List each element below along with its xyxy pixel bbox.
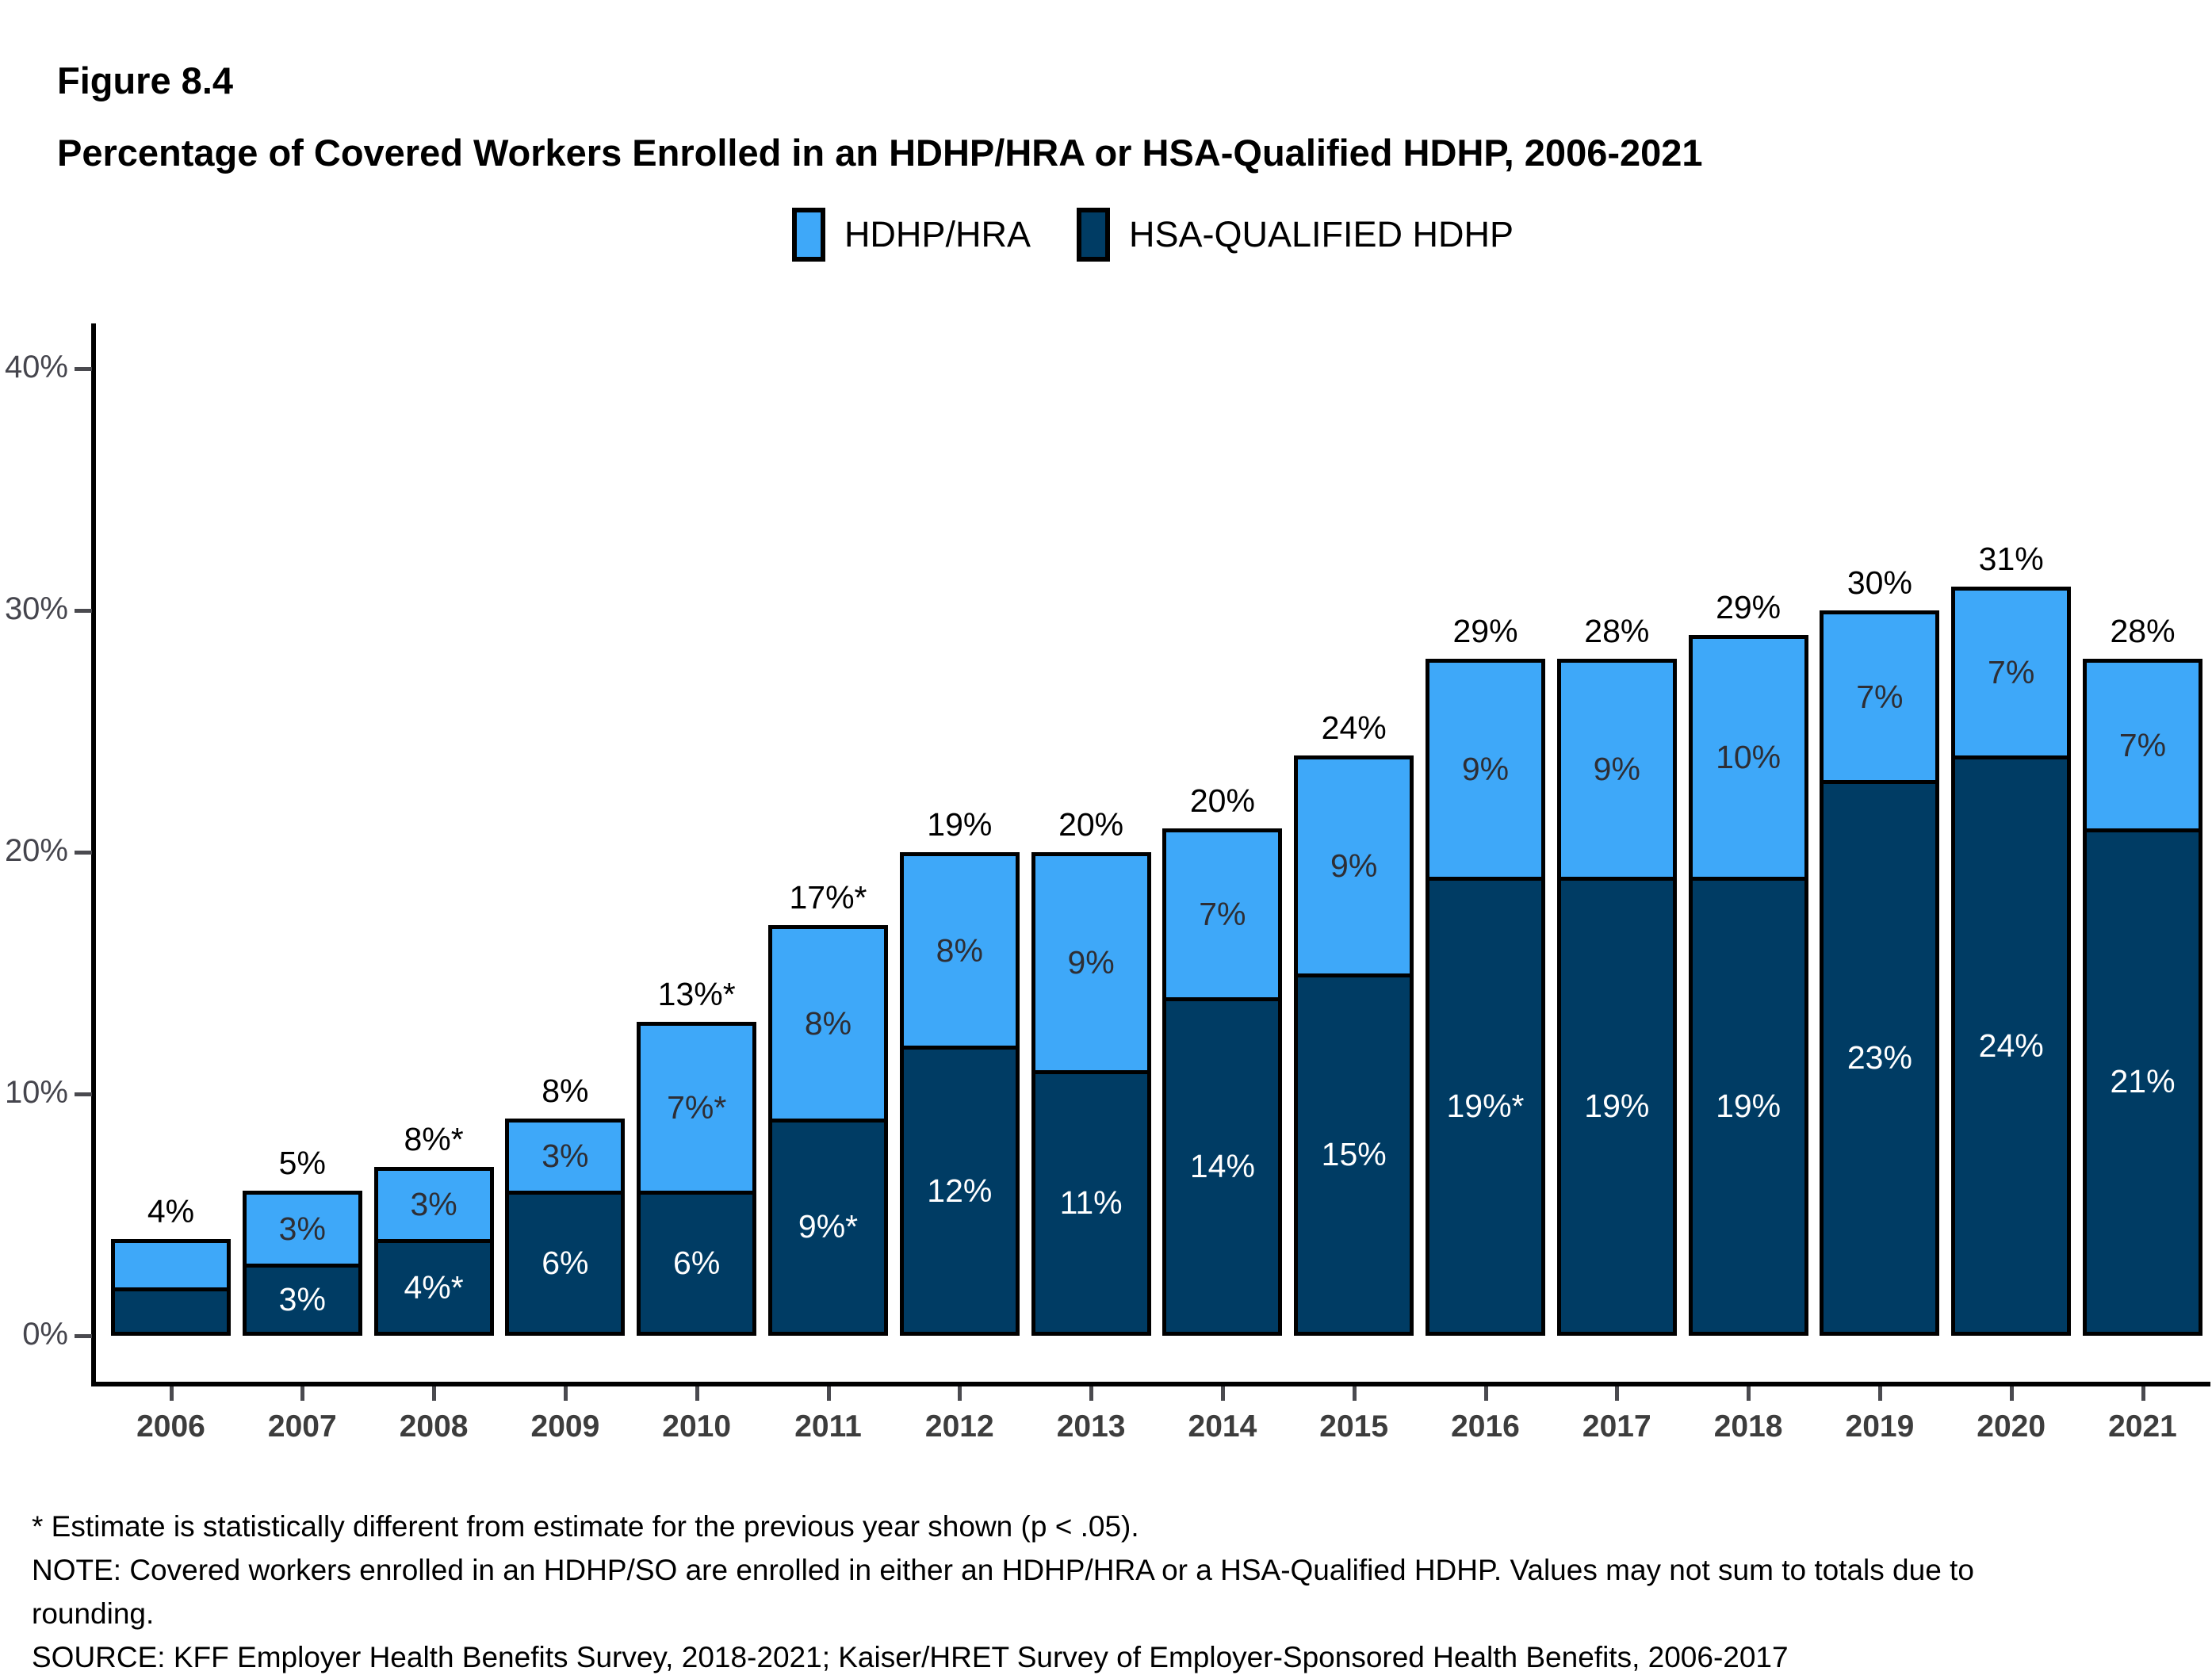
bar-2016-hsa-qualified-hdhp-value: 19%* [1446,1088,1524,1125]
y-tick-40% [75,367,92,371]
bar-2020-hsa-qualified-hdhp-value: 24% [1979,1027,2044,1065]
bar-2015-total-label: 24% [1275,709,1433,747]
bar-2007-total-label: 5% [223,1145,381,1182]
bar-2017-hsa-qualified-hdhp-value: 19% [1584,1088,1649,1125]
bar-2019-hsa-qualified-hdhp-segment [1820,780,1939,1337]
bar-2019-hdhp-hra-value: 7% [1856,679,1903,716]
bar-2018-total-label: 29% [1669,589,1827,626]
x-tick-label-2006: 2006 [105,1409,237,1444]
x-tick-2006 [170,1386,174,1401]
bar-2014-hsa-qualified-hdhp-segment [1162,997,1282,1336]
x-tick-2016 [1484,1386,1488,1401]
bar-2014-hdhp-hra-value: 7% [1199,896,1246,933]
x-tick-label-2016: 2016 [1420,1409,1552,1444]
bar-2006-total-label: 4% [92,1193,251,1230]
bar-2009 [505,1119,625,1337]
bar-2015-hdhp-hra-value: 9% [1330,847,1377,885]
bar-2011-hdhp-hra-value: 8% [805,1005,852,1042]
x-tick-2017 [1615,1386,1619,1401]
x-tick-2021 [2141,1386,2145,1401]
bar-2010-total-label: 13%* [618,976,776,1013]
bar-2015-hsa-qualified-hdhp-value: 15% [1322,1136,1387,1173]
x-tick-label-2021: 2021 [2077,1409,2209,1444]
bar-2013 [1031,852,1151,1336]
x-tick-label-2010: 2010 [631,1409,763,1444]
footnotes [32,1505,2188,1679]
bar-2018-hsa-qualified-hdhp-value: 19% [1716,1088,1781,1125]
bar-2012-hdhp-hra-segment [900,852,1020,1046]
bar-2020-hdhp-hra-value: 7% [1988,654,2034,691]
x-tick-label-2007: 2007 [236,1409,368,1444]
x-tick-2018 [1747,1386,1751,1401]
bar-2020-hdhp-hra-segment [1951,587,2071,756]
bar-2017-hsa-qualified-hdhp-segment [1557,877,1677,1337]
bar-2009-hsa-qualified-hdhp-segment [505,1191,625,1336]
bar-2019-total-label: 30% [1801,564,1959,602]
bar-2015-hdhp-hra-segment [1294,755,1414,973]
bar-2009-hdhp-hra-value: 3% [542,1138,588,1175]
bar-2011-hdhp-hra-segment [768,925,888,1119]
footnote-significance: * Estimate is statistically different from estimate for the previous year shown (p < .05). [32,1505,2188,1548]
x-axis-line [91,1382,2210,1386]
bar-2012-hsa-qualified-hdhp-value: 12% [927,1172,992,1210]
bar-2016-hdhp-hra-segment [1426,659,1545,877]
bar-2014-hdhp-hra-segment [1162,828,1282,998]
x-tick-2019 [1878,1386,1882,1401]
bar-2018-hdhp-hra-value: 10% [1716,739,1781,776]
bar-2012-total-label: 19% [880,806,1039,843]
x-tick-label-2008: 2008 [368,1409,499,1444]
bar-2008-total-label: 8%* [354,1121,513,1158]
x-tick-label-2011: 2011 [763,1409,894,1444]
bar-2014 [1162,828,1282,1337]
bar-2007-hdhp-hra-value: 3% [279,1210,326,1248]
bar-2013-total-label: 20% [1012,806,1170,843]
bar-2011-hsa-qualified-hdhp-segment [768,1119,888,1337]
x-tick-2014 [1221,1386,1225,1401]
bar-2013-hdhp-hra-value: 9% [1067,944,1114,981]
x-tick-2015 [1353,1386,1357,1401]
bar-2008 [374,1167,494,1337]
y-tick-10% [75,1092,92,1096]
bar-2006-hsa-qualified-hdhp-segment [111,1287,231,1336]
bar-2011-total-label: 17%* [749,879,908,916]
x-tick-2008 [432,1386,436,1401]
bar-2020-total-label: 31% [1932,541,2091,578]
y-tick-0% [75,1334,92,1338]
bar-2013-hsa-qualified-hdhp-value: 11% [1060,1184,1123,1222]
x-tick-2009 [564,1386,568,1401]
bar-2017-hdhp-hra-value: 9% [1594,751,1640,788]
bar-2020-hsa-qualified-hdhp-segment [1951,755,2071,1336]
bar-2006-hdhp-hra-segment [111,1239,231,1287]
figure-number: Figure 8.4 [57,62,1703,99]
bar-2007-hdhp-hra-segment [243,1191,362,1264]
bar-2016-hsa-qualified-hdhp-segment [1426,877,1545,1337]
bar-2009-total-label: 8% [486,1073,645,1110]
legend-label-hsa-qualified-hdhp: HSA-QUALIFIED HDHP [1129,214,1514,255]
y-tick-label-0%: 0% [0,1317,68,1352]
bar-2021-hdhp-hra-segment [2083,659,2202,828]
bar-2007 [243,1191,362,1336]
x-tick-label-2017: 2017 [1551,1409,1682,1444]
footnote-note-continued: rounding. [32,1592,2188,1635]
bar-2010-hsa-qualified-hdhp-segment [637,1191,756,1336]
bar-2018-hdhp-hra-segment [1689,635,1808,877]
x-tick-label-2012: 2012 [894,1409,1025,1444]
legend-label-hdhp-hra: HDHP/HRA [844,214,1031,255]
footnote-source: SOURCE: KFF Employer Health Benefits Survey, 2018-2021; Kaiser/HRET Survey of Employer-Sponsored Health Benefits, 2006-2017 [32,1635,2188,1679]
x-tick-label-2019: 2019 [1814,1409,1946,1444]
footnote-note: NOTE: Covered workers enrolled in an HDHP/SO are enrolled in either an HDHP/HRA or a HSA-Qualified HDHP. Values may not sum to totals due to [32,1548,2188,1592]
bar-2013-hdhp-hra-segment [1031,852,1151,1070]
bar-2016-hdhp-hra-value: 9% [1462,751,1509,788]
bar-2010-hdhp-hra-segment [637,1022,756,1191]
bar-2021-hsa-qualified-hdhp-segment [2083,828,2202,1337]
x-tick-2010 [695,1386,699,1401]
x-tick-label-2013: 2013 [1025,1409,1157,1444]
bar-2017-total-label: 28% [1537,613,1696,650]
y-tick-20% [75,851,92,855]
bar-2012-hsa-qualified-hdhp-segment [900,1046,1020,1336]
bar-2017-hdhp-hra-segment [1557,659,1677,877]
bar-2017 [1557,659,1677,1336]
bar-2008-hdhp-hra-segment [374,1167,494,1240]
bar-2015 [1294,755,1414,1336]
x-tick-2007 [300,1386,304,1401]
x-tick-2020 [2010,1386,2014,1401]
x-tick-2011 [827,1386,831,1401]
bar-2021-hdhp-hra-value: 7% [2119,727,2166,764]
bar-2007-hsa-qualified-hdhp-value: 3% [279,1281,326,1318]
y-tick-label-40%: 40% [0,350,68,385]
x-tick-label-2009: 2009 [499,1409,631,1444]
bar-2008-hsa-qualified-hdhp-segment [374,1239,494,1336]
bar-2015-hsa-qualified-hdhp-segment [1294,973,1414,1337]
bar-2007-hsa-qualified-hdhp-segment [243,1264,362,1337]
x-tick-label-2018: 2018 [1682,1409,1814,1444]
bar-2006 [111,1239,231,1336]
bar-2008-hdhp-hra-value: 3% [410,1186,457,1223]
bar-2014-total-label: 20% [1143,782,1302,820]
bar-2008-hsa-qualified-hdhp-value: 4%* [404,1269,463,1306]
x-tick-2013 [1089,1386,1093,1401]
y-tick-label-30%: 30% [0,591,68,627]
bar-2010-hsa-qualified-hdhp-value: 6% [673,1245,720,1282]
bar-2021-hsa-qualified-hdhp-value: 21% [2110,1063,2175,1100]
x-tick-label-2015: 2015 [1288,1409,1420,1444]
bar-2011 [768,925,888,1337]
bar-2016 [1426,659,1545,1336]
bar-2009-hdhp-hra-segment [505,1119,625,1191]
bar-2021-total-label: 28% [2064,613,2212,650]
bar-2020 [1951,587,2071,1337]
x-tick-label-2014: 2014 [1157,1409,1288,1444]
bar-2018-hsa-qualified-hdhp-segment [1689,877,1808,1337]
bar-2011-hsa-qualified-hdhp-value: 9%* [798,1208,858,1245]
y-tick-label-10%: 10% [0,1075,68,1111]
bar-2019-hsa-qualified-hdhp-value: 23% [1847,1039,1912,1077]
bar-2013-hsa-qualified-hdhp-segment [1031,1070,1151,1337]
bar-2010 [637,1022,756,1337]
bar-2009-hsa-qualified-hdhp-value: 6% [542,1245,588,1282]
bar-2014-hsa-qualified-hdhp-value: 14% [1190,1148,1255,1185]
bar-2018 [1689,635,1808,1337]
bar-2010-hdhp-hra-value: 7%* [667,1089,726,1126]
bar-2016-total-label: 29% [1406,613,1565,650]
figure-title: Percentage of Covered Workers Enrolled in an HDHP/HRA or HSA-Qualified HDHP, 2006-2021 [57,134,1703,171]
x-tick-label-2020: 2020 [1946,1409,2077,1444]
bar-2019 [1820,610,1939,1336]
bar-2019-hdhp-hra-segment [1820,610,1939,780]
bar-2012-hdhp-hra-value: 8% [936,932,983,970]
bar-2012 [900,852,1020,1336]
y-tick-label-20%: 20% [0,833,68,869]
x-tick-2012 [958,1386,962,1401]
bar-2021 [2083,659,2202,1336]
y-tick-30% [75,609,92,613]
